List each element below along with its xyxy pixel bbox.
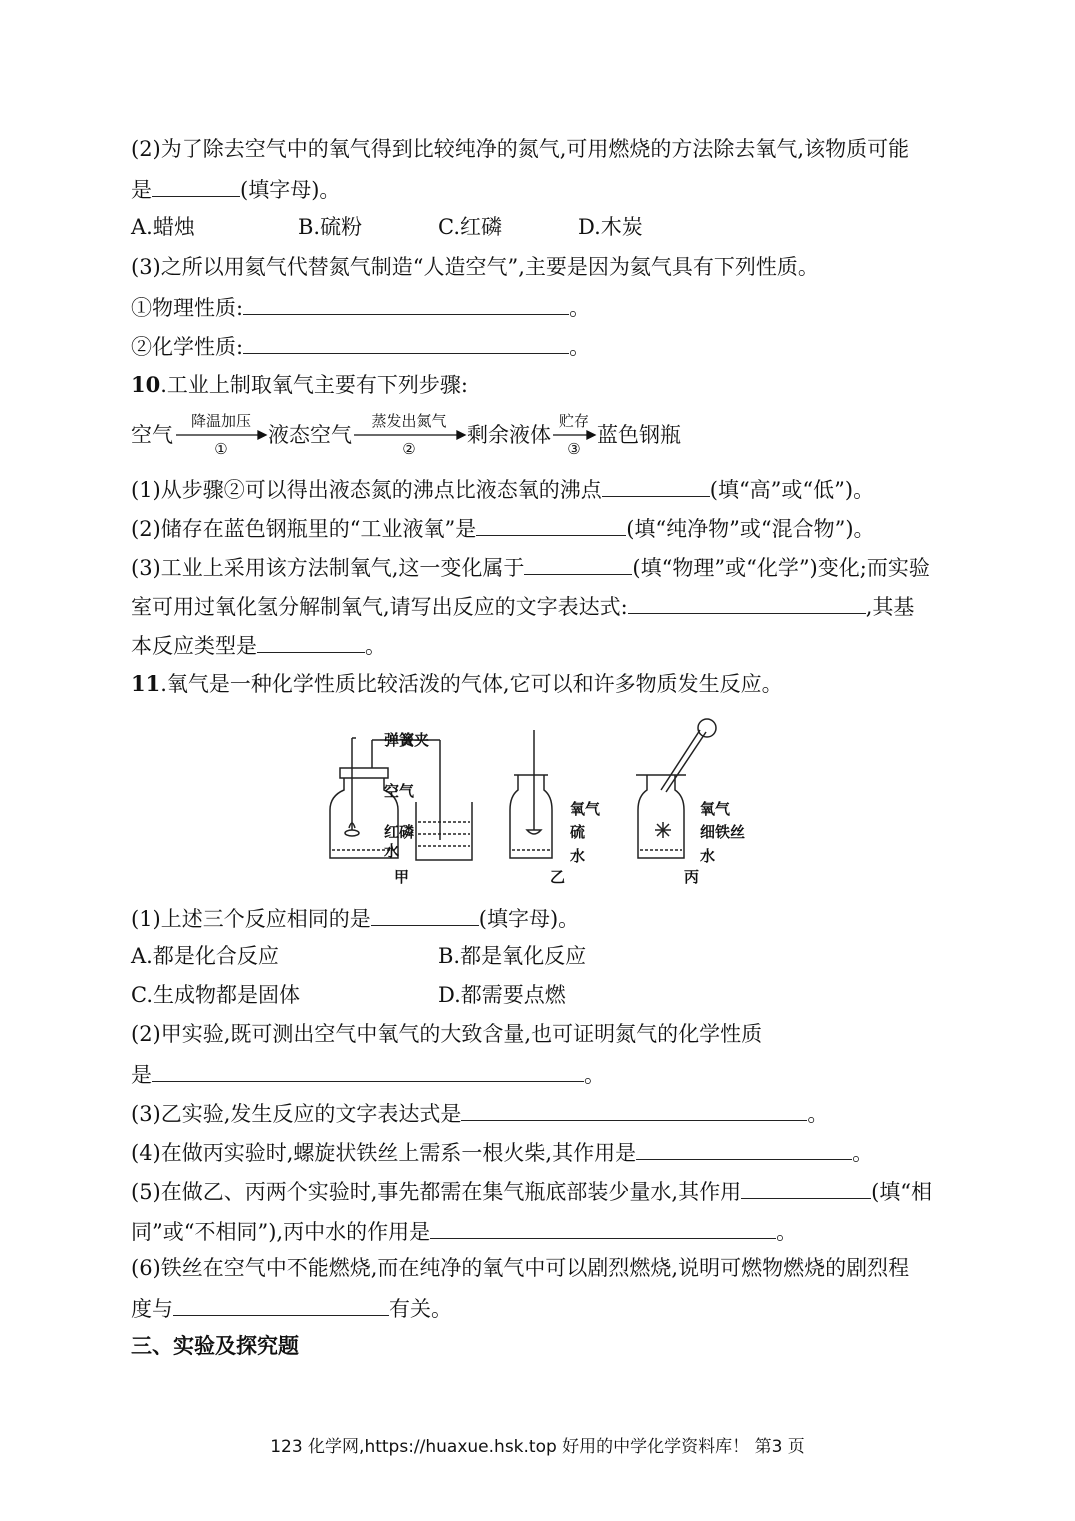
flow-arrow2-top: 蒸发出氮气 (371, 412, 447, 430)
q10-part2 (131, 513, 875, 543)
period: 。 (584, 1063, 605, 1087)
q11-part1 (131, 903, 579, 933)
q10-part3-hint: (填“物理”或“化学”)变化;而实验 (632, 556, 930, 580)
flow-arrows (0, 420, 1075, 460)
q10-part3-expression-text: 室可用过氧化氢分解制氧气,请写出反应的文字表达式: (131, 595, 628, 619)
q10-part3-answer-blank[interactable] (524, 552, 632, 575)
q11-part6-answer-blank[interactable] (173, 1293, 389, 1316)
apparatus-drawing (0, 710, 1075, 890)
q9-chemical-label: ②化学性质: (131, 335, 244, 359)
q11-stem-text: .氧气是一种化学性质比较活泼的气体,它可以和许多物质发生反应。 (160, 672, 783, 696)
q9-part2-answer-blank[interactable] (152, 174, 240, 197)
label-oxygen-2: 氧气 (570, 800, 601, 818)
period: 。 (569, 335, 591, 359)
period: 。 (776, 1220, 798, 1244)
period: 。 (807, 1102, 829, 1126)
q10-reaction-type-text: 本反应类型是 (131, 634, 257, 658)
q11-part6-prefix: 度与 (131, 1297, 173, 1321)
q11-part1-text: (1)上述三个反应相同的是 (131, 907, 371, 931)
section-heading-experiment: 三、实验及探究题 (131, 1334, 299, 1358)
q9-part2-line1: (2)为了除去空气中的氧气得到比较纯净的氮气,可用燃烧的方法除去氧气,该物质可能 (131, 137, 910, 161)
flow-step-remaining-liquid: 剩余液体 (467, 423, 551, 447)
q11-part2-line1: (2)甲实验,既可测出空气中氧气的大致含量,也可证明氮气的化学性质 (131, 1022, 763, 1046)
q11-part6-suffix: 有关。 (389, 1297, 452, 1321)
q11-part1-answer-blank[interactable] (371, 903, 479, 926)
q11-part5-line1 (131, 1176, 932, 1206)
label-sulfur: 硫 (570, 823, 586, 841)
q11-option-a: A.都是化合反应 (131, 944, 279, 968)
flow-arrow1-top: 降温加压 (190, 412, 251, 430)
q11-part3-answer-blank[interactable] (461, 1098, 807, 1121)
label-water-3: 水 (700, 847, 716, 865)
q10-number: 10 (131, 372, 161, 397)
period: 。 (852, 1141, 874, 1165)
q9-part2-line2 (131, 174, 340, 204)
q11-part5-text: (5)在做乙、丙两个实验时,事先都需在集气瓶底部装少量水,其作用 (131, 1180, 742, 1204)
q11-part4-answer-blank[interactable] (636, 1137, 852, 1160)
q11-option-b: B.都是氧化反应 (438, 944, 587, 968)
q9-physical-label: ①物理性质: (131, 296, 244, 320)
period: 。 (569, 296, 591, 320)
q11-part3 (131, 1098, 828, 1128)
q10-part1-answer-blank[interactable] (602, 474, 710, 497)
flow-step-liquid-air: 液态空气 (268, 423, 352, 447)
q11-part1-hint: (填字母)。 (478, 907, 580, 931)
label-jia: 甲 (394, 868, 410, 886)
label-oxygen-3: 氧气 (700, 800, 731, 818)
flow-step-blue-cylinder: 蓝色钢瓶 (597, 423, 681, 447)
q11-part5-water-answer-blank[interactable] (430, 1216, 776, 1239)
page-footer: 123 化学网,https://huaxue.hsk.top 好用的中学化学资料库！ 第3 页 (270, 1437, 805, 1457)
q10-part2-text: (2)储存在蓝色钢瓶里的“工业液氧”是 (131, 517, 477, 541)
q11-part5-line2 (131, 1216, 797, 1246)
q9-part3: (3)之所以用氦气代替氮气制造“人造空气”,主要是因为氦气具有下列性质。 (131, 255, 819, 279)
q9-physical-answer-blank[interactable] (243, 292, 569, 315)
q10-stem (131, 371, 468, 399)
q11-part4-text: (4)在做丙实验时,螺旋状铁丝上需系一根火柴,其作用是 (131, 1141, 637, 1165)
q10-stem-text: .工业上制取氧气主要有下列步骤: (160, 373, 468, 397)
q10-part3-cont: ,其基 (865, 595, 915, 619)
label-bing: 丙 (684, 868, 700, 886)
q11-part6-line1: (6)铁丝在空气中不能燃烧,而在纯净的氧气中可以剧烈燃烧,说明可燃物燃烧的剧烈程 (131, 1256, 910, 1280)
q11-part4 (131, 1137, 873, 1167)
q11-option-d: D.都需要点燃 (438, 983, 566, 1007)
q10-part1-text: (1)从步骤②可以得出液态氮的沸点比液态氧的沸点 (131, 478, 602, 502)
label-water-1: 水 (384, 842, 400, 860)
q9-chemical-answer-blank[interactable] (243, 331, 569, 354)
q10-reaction-type-answer-blank[interactable] (257, 630, 365, 653)
label-air: 空气 (384, 782, 415, 800)
q10-part1-hint: (填“高”或“低”)。 (709, 478, 875, 502)
q11-stem (131, 670, 783, 698)
flow-arrow3-bottom: ③ (567, 440, 581, 458)
label-spring-clip: 弹簧夹 (384, 731, 430, 749)
label-red-phosphorus: 红磷 (384, 823, 415, 841)
q10-part3-line1 (131, 552, 930, 582)
q10-part3-line3 (131, 630, 386, 660)
q10-part3-line2 (131, 591, 914, 621)
flow-arrow2-bottom: ② (402, 440, 416, 458)
q10-part3-text: (3)工业上采用该方法制氧气,这一变化属于 (131, 556, 525, 580)
q11-option-c: C.生成物都是固体 (131, 983, 300, 1007)
q9-option-b: B.硫粉 (298, 215, 363, 239)
q11-part5-line2-text: 同”或“不相同”),丙中水的作用是 (131, 1220, 431, 1244)
q11-part5-hint: (填“相 (871, 1180, 933, 1204)
q9-part3-physical (131, 292, 590, 322)
q10-part1 (131, 474, 874, 504)
q11-part3-text: (3)乙实验,发生反应的文字表达式是 (131, 1102, 462, 1126)
q11-number: 11 (131, 671, 161, 696)
q9-option-d: D.木炭 (578, 215, 643, 239)
q9-part3-chemical (131, 331, 590, 361)
q9-part2-suffix: (填字母)。 (240, 178, 341, 202)
flow-step-air: 空气 (131, 423, 173, 447)
flow-arrow1-bottom: ① (214, 440, 228, 458)
q9-option-a: A.蜡烛 (131, 215, 195, 239)
q10-expression-answer-blank[interactable] (628, 591, 866, 614)
q9-part2-prefix: 是 (131, 178, 152, 202)
q11-part2-answer-blank[interactable] (152, 1059, 584, 1082)
q10-part2-answer-blank[interactable] (476, 513, 626, 536)
flow-arrow3-top: 贮存 (558, 412, 589, 430)
q11-part6-line2 (131, 1293, 452, 1323)
q11-part2-line2 (131, 1059, 605, 1089)
period: 。 (365, 634, 386, 658)
label-water-2: 水 (570, 847, 586, 865)
label-iron-wire: 细铁丝 (700, 823, 746, 841)
q9-option-c: C.红磷 (438, 215, 502, 239)
label-yi: 乙 (550, 868, 566, 886)
q11-part5-answer-blank[interactable] (741, 1176, 871, 1199)
q11-part2-prefix: 是 (131, 1063, 152, 1087)
q10-part2-hint: (填“纯净物”或“混合物”)。 (626, 517, 875, 541)
